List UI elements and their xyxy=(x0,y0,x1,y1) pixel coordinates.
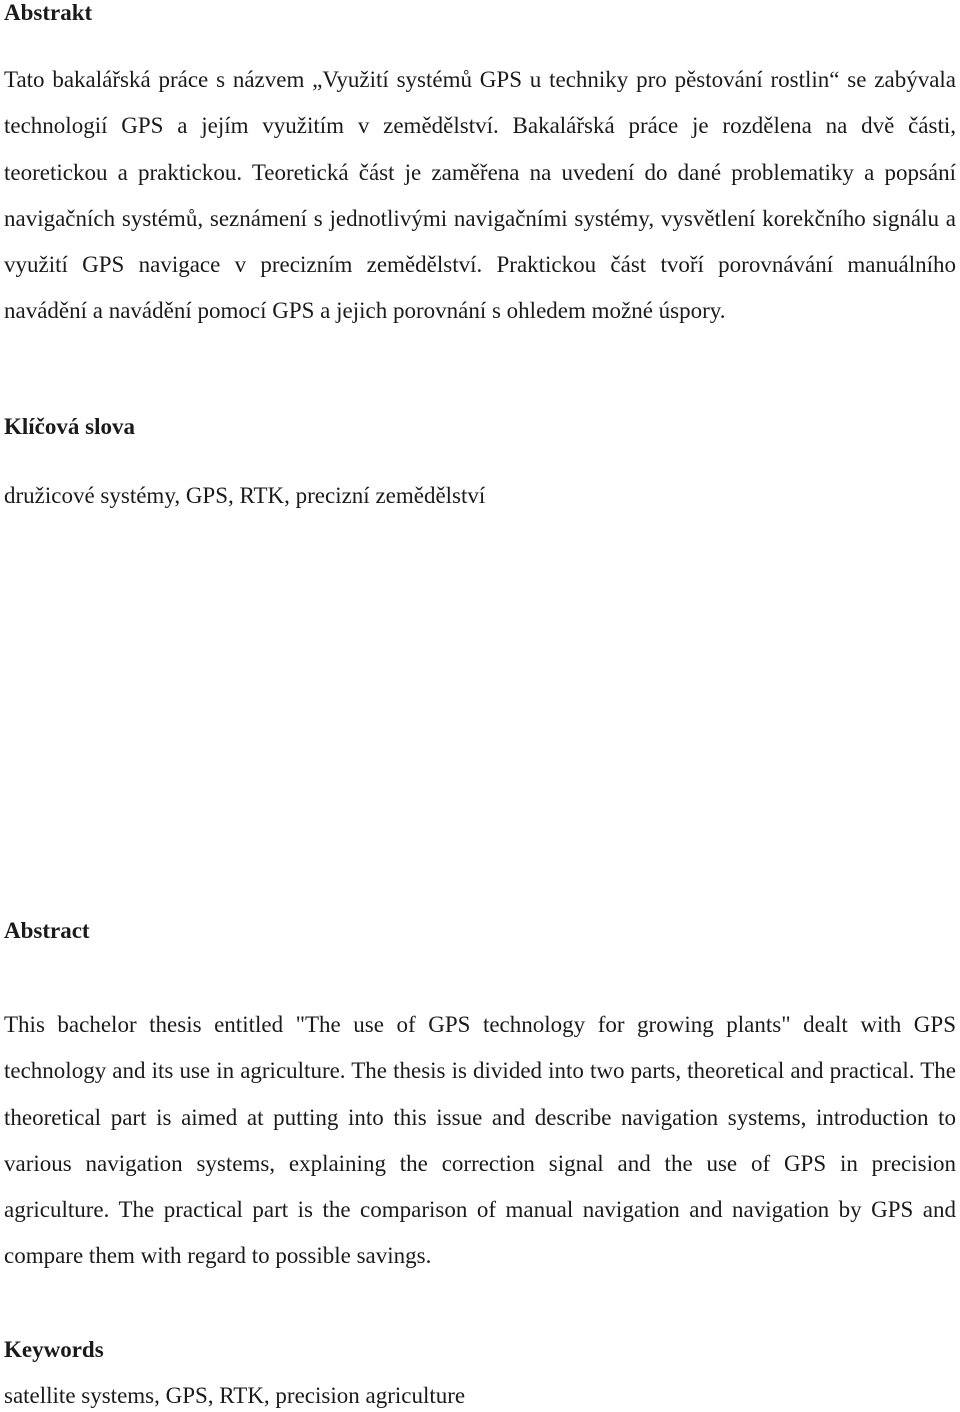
klicova-slova-heading: Klíčová slova xyxy=(4,414,135,439)
abstract-body: This bachelor thesis entitled "The use of GPS technology for growing plants" dealt with GPS technology and its use in agriculture. The thesis is divided into two parts, theoretical and practical. The theoretical part is aimed at putting into this issue and describe navigation systems, introduction to various navigation systems, explaining the correction signal and the use of GPS in precision agriculture. The practical part is the comparison of manual navigation and navigation by GPS and compare them with regard to possible savings. xyxy=(4,1012,956,1269)
keywords-list: satellite systems, GPS, RTK, precision agriculture xyxy=(4,1383,466,1408)
klicova-slova-list: družicové systémy, GPS, RTK, precizní zemědělství xyxy=(4,483,486,508)
abstrakt-body: Tato bakalářská práce s názvem „Využití systémů GPS u techniky pro pěstování rostlin“ se zabývala technologií GPS a jejím využitím v zemědělství. Bakalářská práce je rozdělena na dvě části, teoretickou a praktickou. Teoretická část je zaměřena na uvedení do dané problematiky a popsání navigačních systémů, seznámení s jednotlivými navigačními systémy, vysvětlení korekčního signálu a využití GPS navigace v precizním zemědělství. Praktickou část tvoří porovnávání manuálního navádění a navádění pomocí GPS a jejich porovnání s ohledem možné úspory. xyxy=(4,67,956,324)
abstrakt-heading: Abstrakt xyxy=(4,0,93,25)
keywords-heading: Keywords xyxy=(4,1337,104,1362)
abstract-heading: Abstract xyxy=(4,918,90,943)
